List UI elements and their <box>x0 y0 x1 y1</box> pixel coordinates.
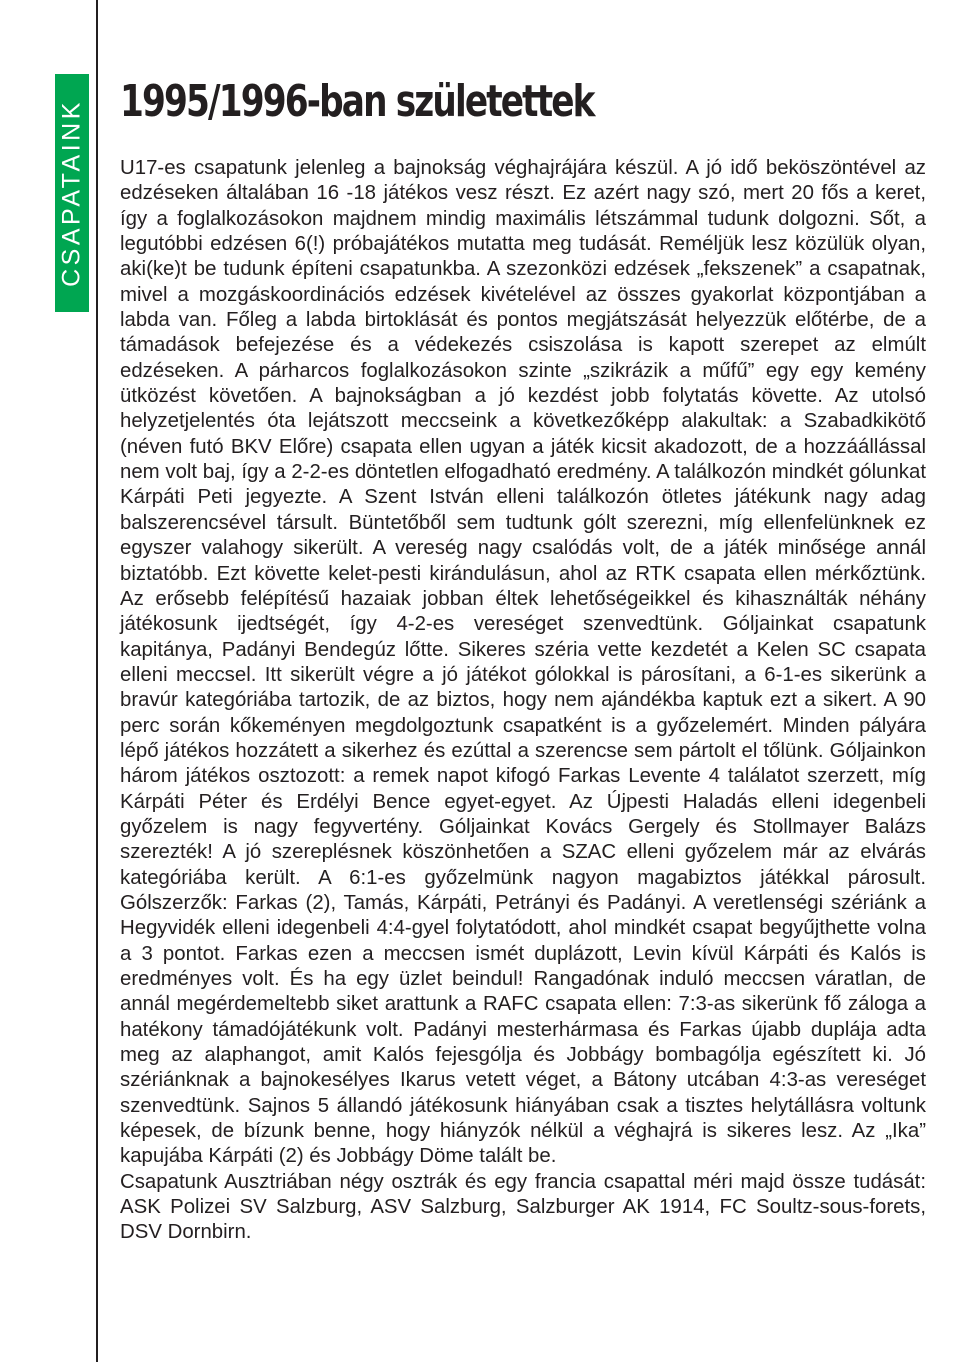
article-body <box>120 156 926 1246</box>
left-margin-rule <box>96 0 98 1362</box>
section-tab-label: CSAPATAINK <box>57 99 86 287</box>
section-tab <box>55 74 89 312</box>
article-title: 1995/1996-ban születettek <box>120 76 594 127</box>
article-paragraph: U17-es csapatunk jelenleg a bajnokság véghajrájára készül. A jó idő beköszöntével az edzéseken általában 16 -18 játékos vesz részt. Ez azért nagy szó, mert 20 fős a keret, így a foglalkozásokon majdnem mindig maximális létszámmal tudunk dolgozni. Sőt, a legutóbbi edzésen 6(!) próbajátékos mutatta meg tudását. Reméljük lesz közülük olyan, aki(ke)t be tudunk építeni csapatunkba. A szezonközi edzések „fekszenek” a csapatnak, mivel a mozgáskoordinációs edzések kivételével az összes gyakorlat központjában a labda van. Főleg a labda birtoklását és pontos megjátszását helyezzük előtérbe, de a támadások befejezése és a védekezés csiszolása is kapott szerepet az elmúlt edzéseken. A párharcos foglalkozásokon szinte „szikrázik a műfű” egy egy kemény ütközést követően. A bajnokságban a jó kezdést jobb folytatás követte. Az utolsó helyzetjelentés óta lejátszott meccseink a következőképp alakultak: a Szabadkikötő (néven futó BKV Előre) csapata ellen ugyan a játék kicsit akadozott, de a hozzáállással nem volt baj, így a 2-2-es döntetlen elfogadható eredmény. A találkozón mindkét gólunkat Kárpáti Peti jegyezte. A Szent István elleni találkozón ötletes játékunk nagy adag balszerencsével társult. Büntetőből sem tudtunk gólt szerezni, míg ellenfelünknek ez egyszer valahogy sikerült. A vereség nagy csalódás volt, de a játék minősége annál biztatóbb. Ezt követte kelet-pesti kirándulásun, ahol az RTK csapata ellen mérkőztünk. Az erősebb felépítésű hazaiak jobban éltek lehetőségeikkel és kihasználták néhány játékosunk ijedtségét, így 4-2-es vereséget szenvedtünk. Góljainkat csapatunk kapitánya, Padányi Bendegúz lőtte. Sikeres széria vette kezdetét a Kelen SC csapata elleni meccsel. Itt sikerült végre a jó játékot gólokkal is párosítani, a 6-1-es sikerünk a bravúr kategóriába tartozik, de az biztos, hogy nem ajándékba kaptuk ezt a sikert. A 90 perc során kőkeményen megdolgoztunk csapatként is a győzelemért. Minden pályára lépő játékos hozzátett a sikerhez és ezúttal a szerencse sem pártolt el tőlünk. Góljainkon három játékos osztozott: a remek napot kifogó Farkas Levente 4 találatot szerzett, míg Kárpáti Péter és Erdélyi Bence egyet-egyet. Az Újpesti Haladás elleni idegenbeli győzelem is nagy fegyvertény. Góljainkat Kovács Gergely és Stollmayer Balázs szerezték! A jó szereplésnek köszönhetően a SZAC elleni győzelem már az elvárás kategóriába került. A 6:1-es győzelmünk nagyon magabiztos játékkal párosult. Gólszerzők: Farkas (2), Tamás, Kárpáti, Petrányi és Padányi. A veretlenségi szériánk a Hegyvidék elleni idegenbeli 4:4-gyel folytatódott, ahol mindkét csapat begyűjthette volna a 3 pontot. Farkas ezen a meccsen ismét duplázott, Levin kívül Kárpáti és Kalós is eredményes volt. És ha egy üzlet beindul! Rangadónak induló meccsen váratlan, de annál megérdemeltebb siket arattunk a RAFC csapata ellen: 7:3-as sikerünk fő záloga a hatékony támadójátékunk volt. Padányi mesterhármasa és Farkas újabb duplája adta meg az alaphangot, amit Kalós fejesgólja és Jobbágy bombagólja egészített ki. Jó szériánknak a bajnokesélyes Ikarus vetett véget, a Bátony utcában 4:3-as vereséget szenvedtünk. Sajnos 5 állandó játékosunk hiányában csak a tisztes helytállásra voltunk képesek, de bízunk benne, hogy hiányzók nélkül a véghajrá is sikeres lesz. Az „Ika” kapujába Kárpáti (2) és Jobbágy Döme talált be. <box>120 157 926 1168</box>
article-paragraph: Csapatunk Ausztriában négy osztrák és egy francia csapattal méri majd össze tudását: ASK Polizei SV Salzburg, ASV Salzburg, Salzburger AK 1914, FC Soultz-sous-forets, DSV Dornbirn. <box>120 1170 926 1244</box>
